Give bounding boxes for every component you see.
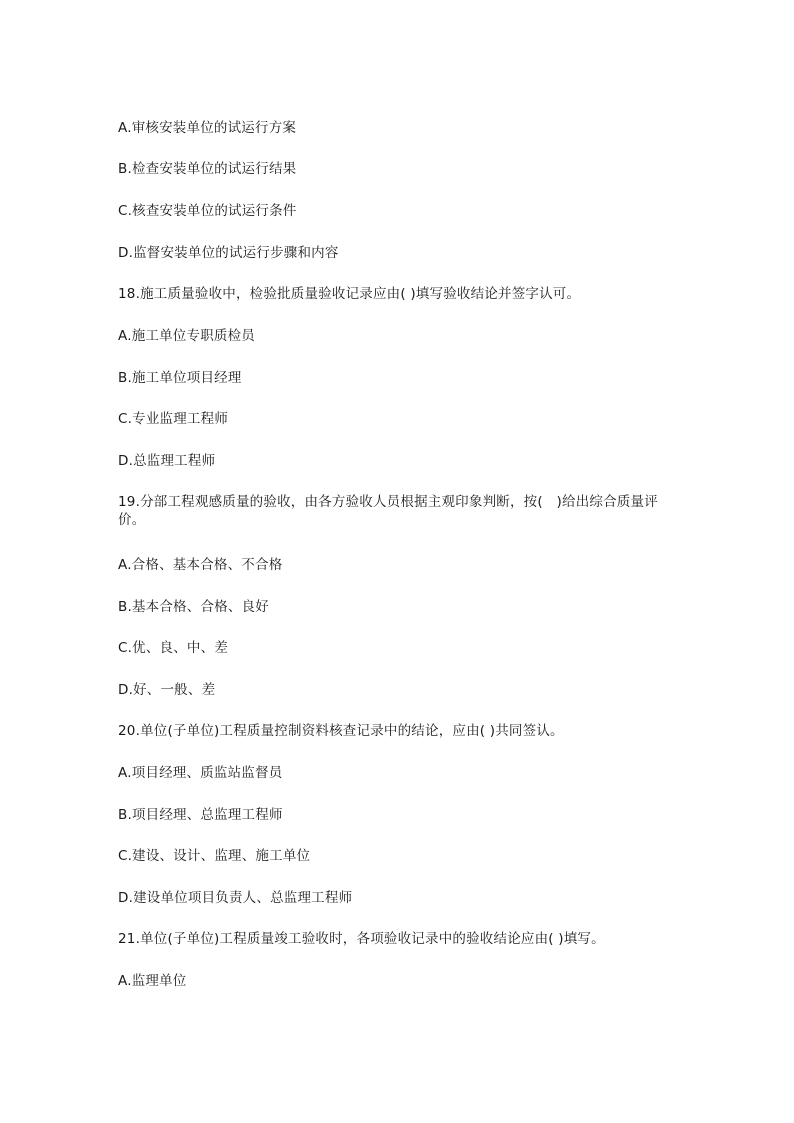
option-17d: D.监督安装单位的试运行步骤和内容 (118, 245, 339, 261)
option-20b: B.项目经理、总监理工程师 (118, 807, 283, 823)
option-19c: C.优、良、中、差 (118, 640, 229, 656)
question-20: 20.单位(子单位)工程质量控制资料核查记录中的结论，应由( )共同签认。 (118, 723, 564, 739)
option-17a: A.审核安装单位的试运行方案 (118, 120, 297, 136)
option-18c: C.专业监理工程师 (118, 411, 229, 427)
option-20a: A.项目经理、质监站监督员 (118, 765, 283, 781)
option-17b: B.检查安装单位的试运行结果 (118, 161, 297, 177)
option-20c: C.建设、设计、监理、施工单位 (118, 848, 311, 864)
option-17c: C.核查安装单位的试运行条件 (118, 203, 297, 219)
question-18: 18.施工质量验收中，检验批质量验收记录应由( )填写验收结论并签字认可。 (118, 286, 581, 302)
question-21: 21.单位(子单位)工程质量竣工验收时，各项验收记录中的验收结论应由( )填写。 (118, 931, 605, 947)
question-19: 19.分部工程观感质量的验收，由各方验收人员根据主观印象判断，按( )给出综合质量评价。 (118, 494, 658, 528)
option-19d: D.好、一般、差 (118, 682, 216, 698)
option-20d: D.建设单位项目负责人、总监理工程师 (118, 890, 353, 906)
option-18b: B.施工单位项目经理 (118, 370, 242, 386)
option-19b: B.基本合格、合格、良好 (118, 599, 269, 615)
option-21a: A.监理单位 (118, 973, 187, 989)
option-19a: A.合格、基本合格、不合格 (118, 557, 283, 573)
option-18a: A.施工单位专职质检员 (118, 328, 255, 344)
option-18d: D.总监理工程师 (118, 453, 216, 469)
